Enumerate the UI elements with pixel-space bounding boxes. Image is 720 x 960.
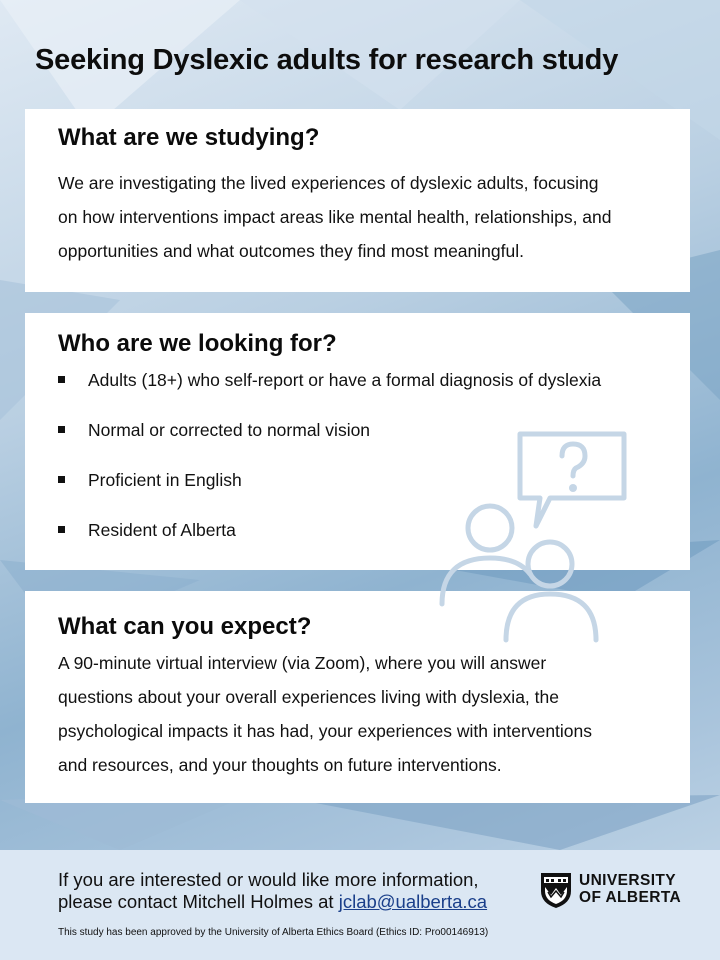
studying-line: We are investigating the lived experiences of dyslexic adults, focusing (58, 173, 599, 193)
criteria-text: Resident of Alberta (88, 520, 236, 540)
bullet-icon (58, 526, 65, 533)
expect-text (58, 646, 660, 782)
bullet-icon (58, 426, 65, 433)
ethics-note: This study has been approved by the University of Alberta Ethics Board (Ethics ID: Pro00146913) (58, 927, 489, 938)
studying-line: on how interventions impact areas like mental health, relationships, and (58, 207, 612, 227)
criteria-text: Adults (18+) who self-report or have a formal diagnosis of dyslexia (88, 370, 602, 390)
expect-line: questions about your overall experiences living with dyslexia, the (58, 687, 559, 707)
studying-card (25, 109, 690, 292)
university-crest-icon (539, 871, 573, 909)
criteria-item (58, 369, 660, 419)
criteria-text: Proficient in English (88, 470, 242, 490)
people-question-icon (438, 428, 638, 643)
logo-line-1: UNIVERSITY (579, 872, 677, 889)
page-title: Seeking Dyslexic adults for research study (35, 44, 619, 76)
contact-line-1: If you are interested or would like more information, (58, 869, 479, 890)
studying-heading: What are we studying? (58, 124, 320, 151)
bullet-icon (58, 476, 65, 483)
contact-text (58, 869, 528, 913)
logo-wordmark (579, 872, 681, 906)
university-logo (539, 871, 689, 911)
bullet-icon (58, 376, 65, 383)
studying-line: opportunities and what outcomes they find most meaningful. (58, 241, 524, 261)
looking-heading: Who are we looking for? (58, 330, 337, 357)
contact-line-2: please contact Mitchell Holmes at (58, 891, 339, 912)
email-link[interactable]: jclab@ualberta.ca (338, 891, 488, 912)
criteria-text: Normal or corrected to normal vision (88, 420, 371, 440)
footer (0, 850, 720, 960)
studying-text (58, 166, 660, 268)
expect-line: and resources, and your thoughts on future interventions. (58, 755, 502, 775)
expect-line: A 90-minute virtual interview (via Zoom), where you will answer (58, 653, 547, 673)
expect-line: psychological impacts it has had, your experiences with interventions (58, 721, 593, 741)
logo-line-2: OF ALBERTA (579, 889, 682, 906)
expect-heading: What can you expect? (58, 613, 312, 640)
